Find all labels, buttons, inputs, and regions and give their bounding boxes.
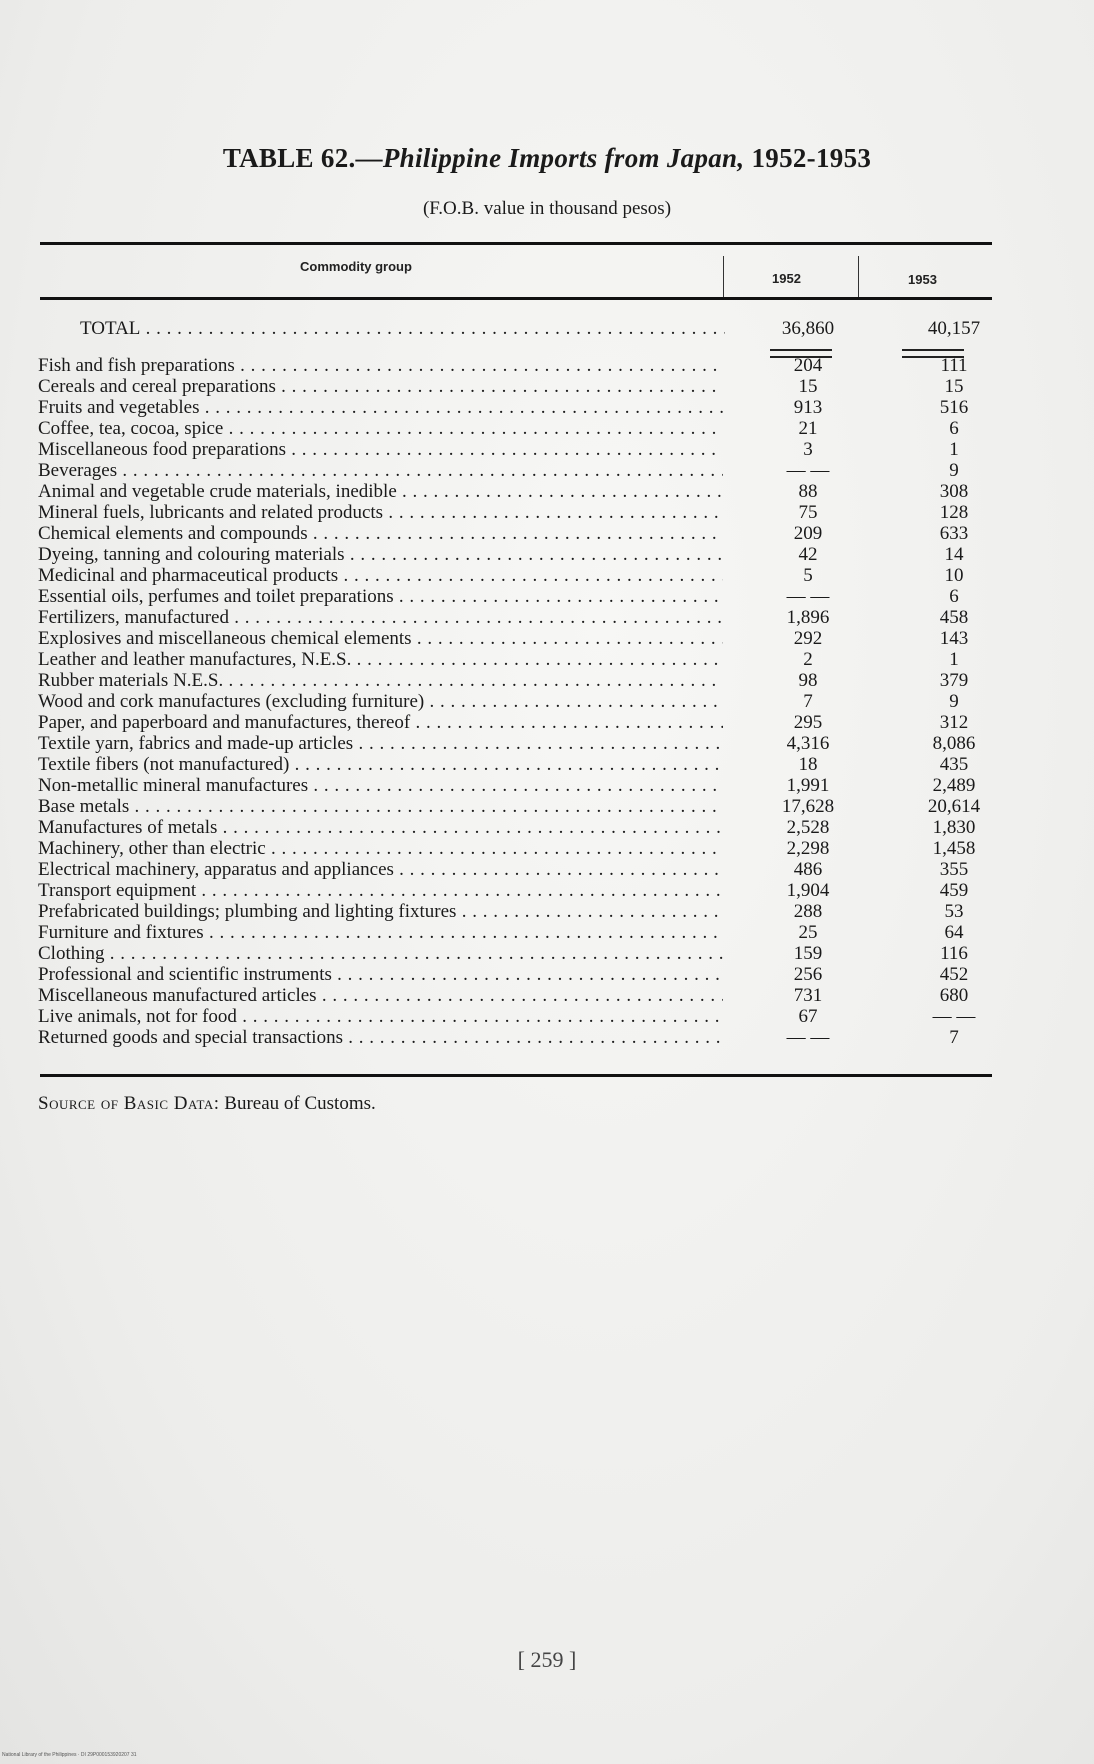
value-1953: 64: [944, 922, 964, 943]
header-commodity: Commodity group: [300, 259, 412, 274]
table-row: [38, 880, 970, 901]
table-row: [38, 691, 970, 712]
table-row: [38, 670, 970, 691]
total-1952: 36,860: [781, 318, 835, 339]
commodity-label: Medicinal and pharmaceutical products . . .: [38, 565, 723, 586]
table-row: [38, 565, 970, 586]
commodity-label: Professional and scientific instruments . . .: [38, 964, 723, 985]
column-divider: [858, 256, 859, 299]
value-1953: 8,086: [932, 733, 976, 754]
table-row: [38, 544, 970, 565]
value-1952: 486: [793, 859, 823, 880]
commodity-label: Coffee, tea, cocoa, spice . . .: [38, 418, 723, 439]
commodity-label: Machinery, other than electric . . .: [38, 838, 723, 859]
table-row: [38, 355, 970, 376]
table-row: [38, 586, 970, 607]
value-1952: 204: [793, 355, 823, 376]
value-1953: 459: [939, 880, 969, 901]
value-1952: 98: [798, 670, 818, 691]
page-number: [ 259 ]: [517, 1647, 577, 1672]
value-1953: 10: [944, 565, 964, 586]
value-1953: 20,614: [927, 796, 981, 817]
value-1952: 159: [793, 943, 823, 964]
table-row: [38, 649, 970, 670]
table-row: [38, 964, 970, 985]
value-1953: 452: [939, 964, 969, 985]
value-1952: 2,298: [786, 838, 830, 859]
value-1952: 88: [798, 481, 818, 502]
title-italic: Philippine Imports from Japan,: [382, 143, 745, 173]
value-1952: 75: [798, 502, 818, 523]
table-row: [38, 943, 970, 964]
commodity-label: Paper, and paperboard and manufactures, thereof . . .: [38, 712, 723, 733]
value-1952: 18: [798, 754, 818, 775]
commodity-label: Explosives and miscellaneous chemical elements . . .: [38, 628, 723, 649]
table-row: [38, 607, 970, 628]
value-1952: 209: [793, 523, 823, 544]
value-1952: 288: [793, 901, 823, 922]
value-1953: 7: [949, 1027, 959, 1048]
value-1952: 295: [793, 712, 823, 733]
commodity-label: Miscellaneous manufactured articles . . .: [38, 985, 723, 1006]
table-row: [38, 1027, 970, 1048]
commodity-label: Leather and leather manufactures, N.E.S. . . .: [38, 649, 723, 670]
table-row: [38, 859, 970, 880]
value-1953: 1: [949, 439, 959, 460]
value-1952: 7: [803, 691, 813, 712]
value-1953: 53: [944, 901, 964, 922]
value-1952: 1,991: [786, 775, 830, 796]
table-row: [38, 481, 970, 502]
total-label: TOTAL . . .: [80, 318, 725, 339]
value-1953: 111: [940, 355, 968, 376]
value-1953: 680: [939, 985, 969, 1006]
value-1952: 1,896: [786, 607, 830, 628]
total-1953: 40,157: [927, 318, 981, 339]
value-1952: 15: [798, 376, 818, 397]
commodity-label: Transport equipment . . .: [38, 880, 723, 901]
value-1953: 1,830: [932, 817, 976, 838]
value-1953: 6: [949, 586, 959, 607]
value-1952: 1,904: [786, 880, 830, 901]
value-1953: 516: [939, 397, 969, 418]
commodity-label: Wood and cork manufactures (excluding furniture) . . .: [38, 691, 723, 712]
source-label: Source of Basic Data:: [38, 1093, 220, 1114]
value-1953: 458: [939, 607, 969, 628]
top-rule: [40, 242, 992, 245]
value-1952: 3: [803, 439, 813, 460]
table-row: [38, 439, 970, 460]
total-row: [38, 318, 981, 339]
table-row: [38, 1006, 976, 1027]
value-1952: 256: [793, 964, 823, 985]
value-1952: 4,316: [786, 733, 830, 754]
bottom-rule: [40, 1074, 992, 1077]
value-1953: 435: [939, 754, 969, 775]
commodity-label: Electrical machinery, apparatus and appliances . . .: [38, 859, 723, 880]
value-1953: 312: [939, 712, 969, 733]
title-prefix: TABLE 62.—: [222, 143, 383, 173]
table-row: [38, 523, 970, 544]
table-subtitle: (F.O.B. value in thousand pesos): [422, 198, 672, 219]
value-1953: 143: [939, 628, 969, 649]
value-1953: 6: [949, 418, 959, 439]
commodity-label: Non-metallic mineral manufactures . . .: [38, 775, 723, 796]
commodity-label: Rubber materials N.E.S. . . .: [38, 670, 723, 691]
value-1953: — —: [932, 1006, 976, 1027]
value-1953: 116: [940, 943, 968, 964]
commodity-label: Mineral fuels, lubricants and related products . . .: [38, 502, 723, 523]
commodity-label: Fruits and vegetables . . .: [38, 397, 723, 418]
table-title: [0, 143, 1094, 174]
table-row: [38, 775, 976, 796]
value-1953: 1,458: [932, 838, 976, 859]
table-row: [38, 712, 970, 733]
table-row: [38, 418, 970, 439]
source-text: Bureau of Customs.: [224, 1093, 376, 1114]
table-row: [38, 397, 970, 418]
value-1953: 2,489: [932, 775, 976, 796]
commodity-label: Returned goods and special transactions . . .: [38, 1027, 723, 1048]
table-row: [38, 460, 970, 481]
value-1952: — —: [786, 460, 830, 481]
header-1953: 1953: [908, 272, 937, 287]
table-row: [38, 817, 976, 838]
table-row: [38, 901, 970, 922]
value-1952: 5: [803, 565, 813, 586]
table-row: [38, 985, 970, 1006]
commodity-label: Animal and vegetable crude materials, inedible . . .: [38, 481, 723, 502]
table-row: [38, 733, 976, 754]
table-row: [38, 502, 970, 523]
value-1952: 42: [798, 544, 818, 565]
value-1952: 2: [803, 649, 813, 670]
value-1952: 731: [793, 985, 823, 1006]
commodity-label: Essential oils, perfumes and toilet preparations . . .: [38, 586, 723, 607]
value-1953: 379: [939, 670, 969, 691]
value-1952: 913: [793, 397, 823, 418]
value-1952: — —: [786, 1027, 830, 1048]
commodity-label: Miscellaneous food preparations . . .: [38, 439, 723, 460]
value-1952: 67: [798, 1006, 818, 1027]
commodity-label: Clothing . . .: [38, 943, 723, 964]
value-1953: 9: [949, 460, 959, 481]
value-1952: 17,628: [781, 796, 835, 817]
footer-note: National Library of the Philippines · DI 29P000153920207 31: [2, 1752, 137, 1758]
column-divider: [723, 256, 724, 299]
table-row: [38, 838, 976, 859]
value-1953: 308: [939, 481, 969, 502]
commodity-label: Furniture and fixtures . . .: [38, 922, 723, 943]
title-suffix: 1952-1953: [744, 143, 872, 173]
table-row: [38, 922, 970, 943]
value-1953: 14: [944, 544, 964, 565]
header-rule: [40, 297, 992, 300]
commodity-label: Beverages . . .: [38, 460, 723, 481]
commodity-label: Textile fibers (not manufactured) . . .: [38, 754, 723, 775]
value-1953: 1: [949, 649, 959, 670]
value-1953: 9: [949, 691, 959, 712]
value-1953: 128: [939, 502, 969, 523]
commodity-label: Fish and fish preparations . . .: [38, 355, 723, 376]
value-1952: 292: [793, 628, 823, 649]
commodity-label: Base metals . . .: [38, 796, 723, 817]
value-1952: — —: [786, 586, 830, 607]
commodity-label: Chemical elements and compounds . . .: [38, 523, 723, 544]
value-1953: 633: [939, 523, 969, 544]
value-1952: 21: [798, 418, 818, 439]
commodity-label: Dyeing, tanning and colouring materials . . .: [38, 544, 723, 565]
commodity-label: Textile yarn, fabrics and made-up articles . . .: [38, 733, 723, 754]
commodity-label: Fertilizers, manufactured . . .: [38, 607, 723, 628]
value-1952: 25: [798, 922, 818, 943]
table-row: [38, 754, 970, 775]
header-1952: 1952: [772, 271, 801, 286]
table-row: [38, 628, 970, 649]
commodity-label: Prefabricated buildings; plumbing and lighting fixtures . . .: [38, 901, 723, 922]
commodity-label: Live animals, not for food . . .: [38, 1006, 723, 1027]
commodity-label: Manufactures of metals . . .: [38, 817, 723, 838]
source-note: [38, 1093, 376, 1115]
table-row: [38, 376, 970, 397]
commodity-label: Cereals and cereal preparations . . .: [38, 376, 723, 397]
value-1953: 15: [944, 376, 964, 397]
table-row: [38, 796, 981, 817]
value-1952: 2,528: [786, 817, 830, 838]
value-1953: 355: [939, 859, 969, 880]
